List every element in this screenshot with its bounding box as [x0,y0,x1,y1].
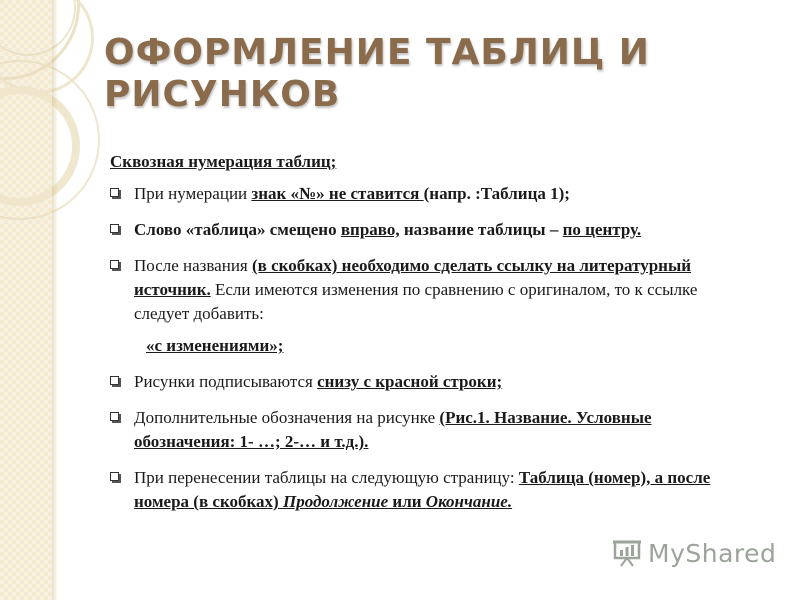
square-bullet-icon [110,376,119,385]
square-bullet-icon [110,472,119,481]
decorative-left-strip [0,0,52,600]
rules-list [110,182,730,326]
item-emphasis: знак «№» не ставится [251,184,424,203]
list-item [110,370,730,394]
item-emphasis: вправо, [340,220,400,239]
changes-note: «с изменениями»; [146,336,284,355]
item-text: При нумерации [134,184,252,203]
watermark [612,538,776,568]
item-emphasis: Окончание. [425,492,513,511]
item-emphasis: или [388,492,426,511]
item-emphasis: снизу с красной строки; [317,372,503,391]
section-heading: Сквозная нумерация таблиц; [110,152,337,171]
slide-title-line2: РИСУНКОВ [104,74,341,115]
item-text: название таблицы – [399,220,563,239]
list-item [110,182,730,206]
slide-title-line1: ОФОРМЛЕНИЕ ТАБЛИЦ И [104,32,650,73]
item-emphasis: (в скобках) необходимо сделать ссылку на литературный источник. [134,256,692,299]
item-text: Дополнительные обозначения на рисунке [134,408,440,427]
item-text: При перенесении таблицы на следующую страницу: [134,468,519,487]
list-item [110,406,730,454]
rules-list-continued [110,370,730,514]
list-item [110,254,730,326]
square-bullet-icon [110,224,119,233]
square-bullet-icon [110,260,119,269]
watermark-text: MyShared [648,538,777,568]
item-text: Рисунки подписываются [134,372,318,391]
strip-shadow [52,0,58,600]
item-text: После названия [134,256,252,275]
item-emphasis: по центру. [562,220,642,239]
slide-body [110,150,730,526]
presentation-board-icon [612,538,642,568]
item-text: Если имеются изменения по сравнению с оригиналом, то к ссылке следует добавить: [134,280,698,323]
list-item [110,466,730,514]
square-bullet-icon [110,188,119,197]
list-item [110,218,730,242]
item-emphasis: Продолжение [282,492,389,511]
item-emphasis: Таблица (номер), а после номера (в скобках) [134,468,711,511]
slide-title [104,32,724,116]
item-text: Слово «таблица» смещено [134,220,341,239]
square-bullet-icon [110,412,119,421]
item-text: (напр. :Таблица 1); [423,184,570,203]
item-emphasis: (Рис.1. Название. Условные обозначения: 1- …; 2-… и т.д.). [134,408,652,451]
